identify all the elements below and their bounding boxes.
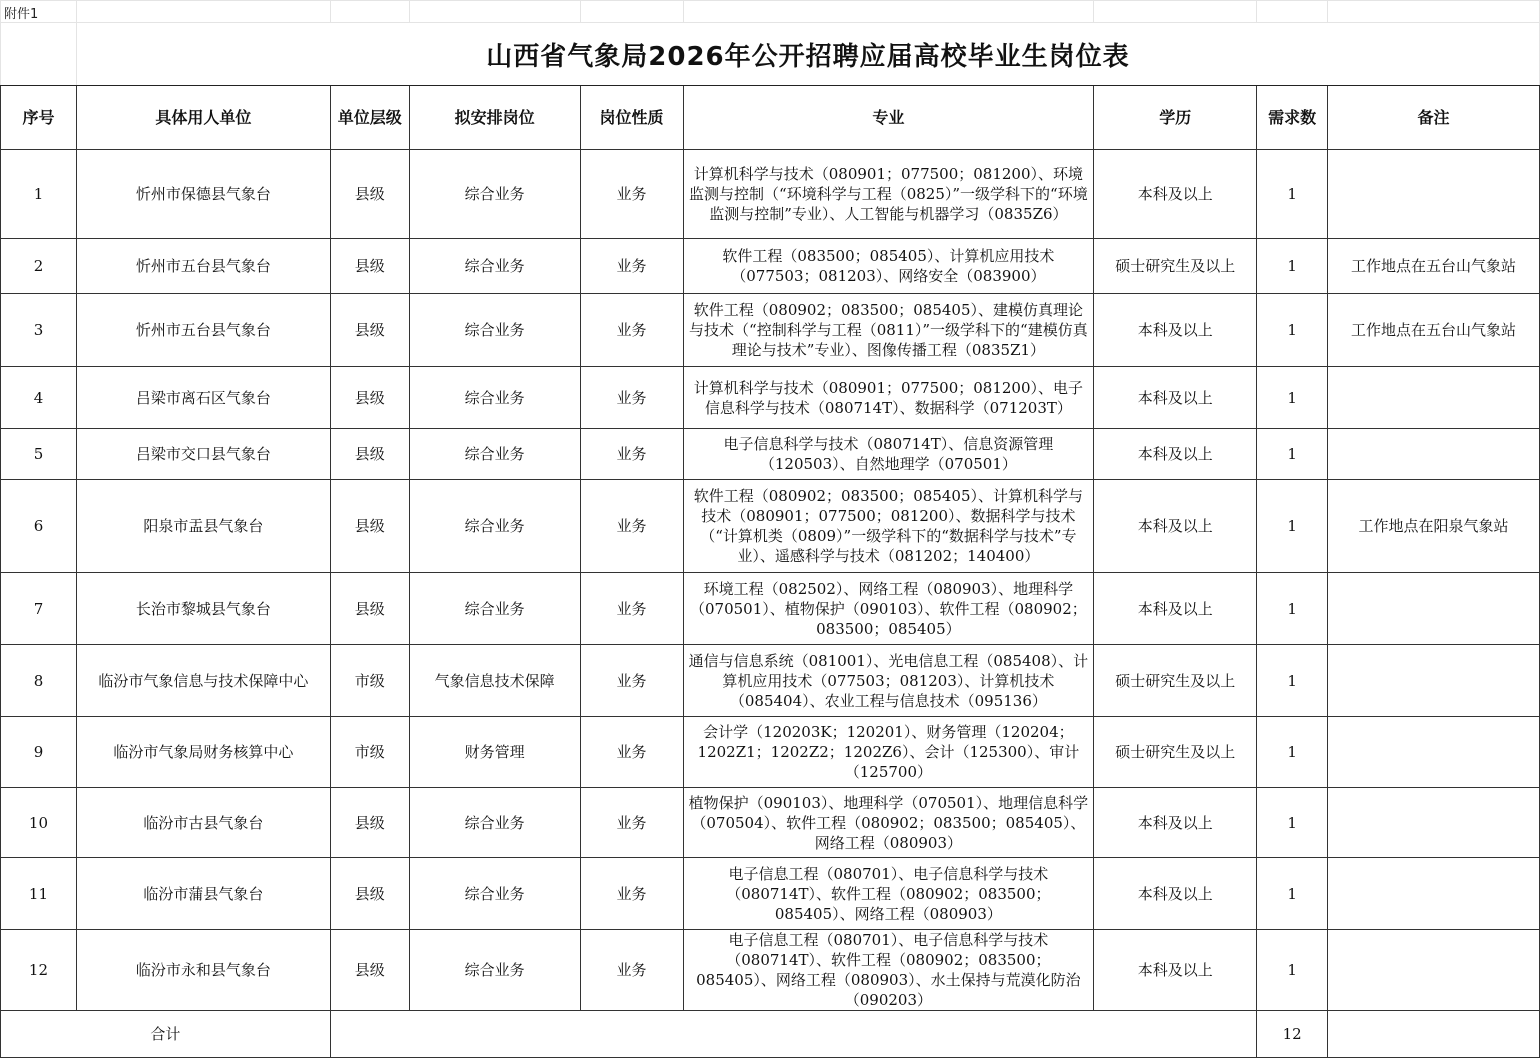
table-row: [1, 239, 1540, 294]
total-label: 合计: [1, 1011, 331, 1058]
cell-remark: [1328, 645, 1540, 717]
cell-position: 综合业务: [409, 788, 580, 858]
cell-remark: [1328, 573, 1540, 645]
table-row: [1, 573, 1540, 645]
cell-remark: [1328, 788, 1540, 858]
table-row: [1, 429, 1540, 480]
cell-major: 会计学（120203K；120201）、财务管理（120204；1202Z1；1202Z2；1202Z6）、会计（125300）、审计（125700）: [683, 717, 1094, 788]
cell-count: 1: [1257, 367, 1328, 429]
cell-unit: 临汾市气象信息与技术保障中心: [76, 645, 330, 717]
cell-nature: 业务: [580, 239, 683, 294]
cell-education: 本科及以上: [1094, 930, 1257, 1011]
header-major: 专业: [683, 86, 1094, 150]
cell-major: 计算机科学与技术（080901；077500；081200）、环境监测与控制（“环境科学与工程（0825）”一级学科下的“环境监测与控制”专业）、人工智能与机器学习（0835Z6）: [683, 150, 1094, 239]
cell-unit: 临汾市古县气象台: [76, 788, 330, 858]
cell-level: 县级: [330, 150, 409, 239]
cell-level: 县级: [330, 858, 409, 930]
cell-education: 本科及以上: [1094, 858, 1257, 930]
cell-position: 综合业务: [409, 294, 580, 367]
total-count: 12: [1257, 1011, 1328, 1058]
cell-unit: 吕梁市交口县气象台: [76, 429, 330, 480]
cell-education: 硕士研究生及以上: [1094, 645, 1257, 717]
cell-level: 县级: [330, 294, 409, 367]
cell-remark: [1328, 930, 1540, 1011]
cell-remark: [1328, 150, 1540, 239]
cell-remark: 工作地点在阳泉气象站: [1328, 480, 1540, 573]
cell-index: 12: [1, 930, 77, 1011]
table-row: [1, 930, 1540, 1011]
cell-index: 2: [1, 239, 77, 294]
header-education: 学历: [1094, 86, 1257, 150]
cell-unit: 临汾市蒲县气象台: [76, 858, 330, 930]
cell-education: 本科及以上: [1094, 480, 1257, 573]
header-remark: 备注: [1328, 86, 1540, 150]
cell-nature: 业务: [580, 858, 683, 930]
total-row: [1, 1011, 1540, 1058]
total-spacer: [330, 1011, 1256, 1058]
cell-index: 5: [1, 429, 77, 480]
cell-count: 1: [1257, 429, 1328, 480]
cell-unit: 临汾市永和县气象台: [76, 930, 330, 1011]
cell-major: 计算机科学与技术（080901；077500；081200）、电子信息科学与技术（080714T）、数据科学（071203T）: [683, 367, 1094, 429]
cell-major: 软件工程（080902；083500；085405）、计算机科学与技术（080901；077500；081200）、数据科学与技术（“计算机类（0809）”一级学科下的“数据科学与技术”专业）、遥感科学与技术（081202；140400）: [683, 480, 1094, 573]
cell-level: 县级: [330, 239, 409, 294]
cell-major: 环境工程（082502）、网络工程（080903）、地理科学（070501）、植物保护（090103）、软件工程（080902；083500；085405）: [683, 573, 1094, 645]
cell-position: 综合业务: [409, 930, 580, 1011]
cell-unit: 长治市黎城县气象台: [76, 573, 330, 645]
cell-count: 1: [1257, 717, 1328, 788]
cell-position: 综合业务: [409, 573, 580, 645]
total-remark: [1328, 1011, 1540, 1058]
cell-position: 综合业务: [409, 150, 580, 239]
header-unit: 具体用人单位: [76, 86, 330, 150]
cell-nature: 业务: [580, 717, 683, 788]
cell-unit: 忻州市五台县气象台: [76, 239, 330, 294]
cell-index: 9: [1, 717, 77, 788]
cell-education: 本科及以上: [1094, 150, 1257, 239]
table-row: [1, 480, 1540, 573]
cell-index: 4: [1, 367, 77, 429]
header-position: 拟安排岗位: [409, 86, 580, 150]
cell-count: 1: [1257, 930, 1328, 1011]
cell-nature: 业务: [580, 788, 683, 858]
header-nature: 岗位性质: [580, 86, 683, 150]
table-row: [1, 788, 1540, 858]
cell-major: 植物保护（090103）、地理科学（070501）、地理信息科学（070504）、软件工程（080902；083500；085405）、网络工程（080903）: [683, 788, 1094, 858]
cell-unit: 阳泉市盂县气象台: [76, 480, 330, 573]
cell-index: 1: [1, 150, 77, 239]
cell-level: 县级: [330, 930, 409, 1011]
cell-count: 1: [1257, 788, 1328, 858]
cell-education: 硕士研究生及以上: [1094, 717, 1257, 788]
cell-count: 1: [1257, 150, 1328, 239]
cell-count: 1: [1257, 480, 1328, 573]
cell-education: 本科及以上: [1094, 788, 1257, 858]
cell-position: 综合业务: [409, 367, 580, 429]
cell-unit: 忻州市保德县气象台: [76, 150, 330, 239]
cell-nature: 业务: [580, 294, 683, 367]
cell-index: 11: [1, 858, 77, 930]
table-row: [1, 858, 1540, 930]
cell-major: 软件工程（083500；085405）、计算机应用技术（077503；081203）、网络安全（083900）: [683, 239, 1094, 294]
cell-count: 1: [1257, 239, 1328, 294]
cell-position: 综合业务: [409, 480, 580, 573]
cell-major: 电子信息科学与技术（080714T）、信息资源管理（120503）、自然地理学（070501）: [683, 429, 1094, 480]
cell-remark: [1328, 367, 1540, 429]
cell-level: 县级: [330, 480, 409, 573]
cell-position: 综合业务: [409, 858, 580, 930]
cell-index: 7: [1, 573, 77, 645]
cell-unit: 吕梁市离石区气象台: [76, 367, 330, 429]
cell-index: 10: [1, 788, 77, 858]
cell-position: 综合业务: [409, 239, 580, 294]
page-title: 山西省气象局2026年公开招聘应届高校毕业生岗位表: [76, 23, 1539, 86]
cell-count: 1: [1257, 645, 1328, 717]
table-header-row: [1, 86, 1540, 150]
cell-count: 1: [1257, 858, 1328, 930]
cell-level: 县级: [330, 429, 409, 480]
cell-major: 电子信息工程（080701）、电子信息科学与技术（080714T）、软件工程（080902；083500；085405）、网络工程（080903）、水土保持与荒漠化防治（090203）: [683, 930, 1094, 1011]
cell-nature: 业务: [580, 429, 683, 480]
cell-education: 本科及以上: [1094, 294, 1257, 367]
attachment-label: 附件1: [1, 1, 77, 23]
cell-position: 气象信息技术保障: [409, 645, 580, 717]
header-count: 需求数: [1257, 86, 1328, 150]
table-row: [1, 294, 1540, 367]
cell-unit: 临汾市气象局财务核算中心: [76, 717, 330, 788]
cell-education: 本科及以上: [1094, 367, 1257, 429]
cell-education: 本科及以上: [1094, 429, 1257, 480]
cell-education: 本科及以上: [1094, 573, 1257, 645]
cell-level: 市级: [330, 717, 409, 788]
cell-nature: 业务: [580, 573, 683, 645]
cell-remark: [1328, 429, 1540, 480]
cell-count: 1: [1257, 294, 1328, 367]
cell-education: 硕士研究生及以上: [1094, 239, 1257, 294]
cell-count: 1: [1257, 573, 1328, 645]
cell-level: 县级: [330, 367, 409, 429]
header-index: 序号: [1, 86, 77, 150]
cell-remark: 工作地点在五台山气象站: [1328, 294, 1540, 367]
header-level: 单位层级: [330, 86, 409, 150]
cell-major: 电子信息工程（080701）、电子信息科学与技术（080714T）、软件工程（080902；083500；085405）、网络工程（080903）: [683, 858, 1094, 930]
cell-position: 财务管理: [409, 717, 580, 788]
cell-index: 8: [1, 645, 77, 717]
cell-remark: [1328, 858, 1540, 930]
cell-index: 3: [1, 294, 77, 367]
cell-nature: 业务: [580, 645, 683, 717]
table-row: [1, 367, 1540, 429]
cell-position: 综合业务: [409, 429, 580, 480]
cell-major: 通信与信息系统（081001）、光电信息工程（085408）、计算机应用技术（077503；081203）、计算机技术（085404）、农业工程与信息技术（095136）: [683, 645, 1094, 717]
cell-nature: 业务: [580, 480, 683, 573]
cell-level: 县级: [330, 788, 409, 858]
cell-level: 县级: [330, 573, 409, 645]
cell-nature: 业务: [580, 367, 683, 429]
cell-remark: 工作地点在五台山气象站: [1328, 239, 1540, 294]
cell-nature: 业务: [580, 150, 683, 239]
cell-remark: [1328, 717, 1540, 788]
cell-nature: 业务: [580, 930, 683, 1011]
cell-index: 6: [1, 480, 77, 573]
cell-major: 软件工程（080902；083500；085405）、建模仿真理论与技术（“控制科学与工程（0811）”一级学科下的“建模仿真理论与技术”专业）、图像传播工程（0835Z1）: [683, 294, 1094, 367]
cell-level: 市级: [330, 645, 409, 717]
table-row: [1, 645, 1540, 717]
cell-unit: 忻州市五台县气象台: [76, 294, 330, 367]
table-row: [1, 150, 1540, 239]
table-row: [1, 717, 1540, 788]
